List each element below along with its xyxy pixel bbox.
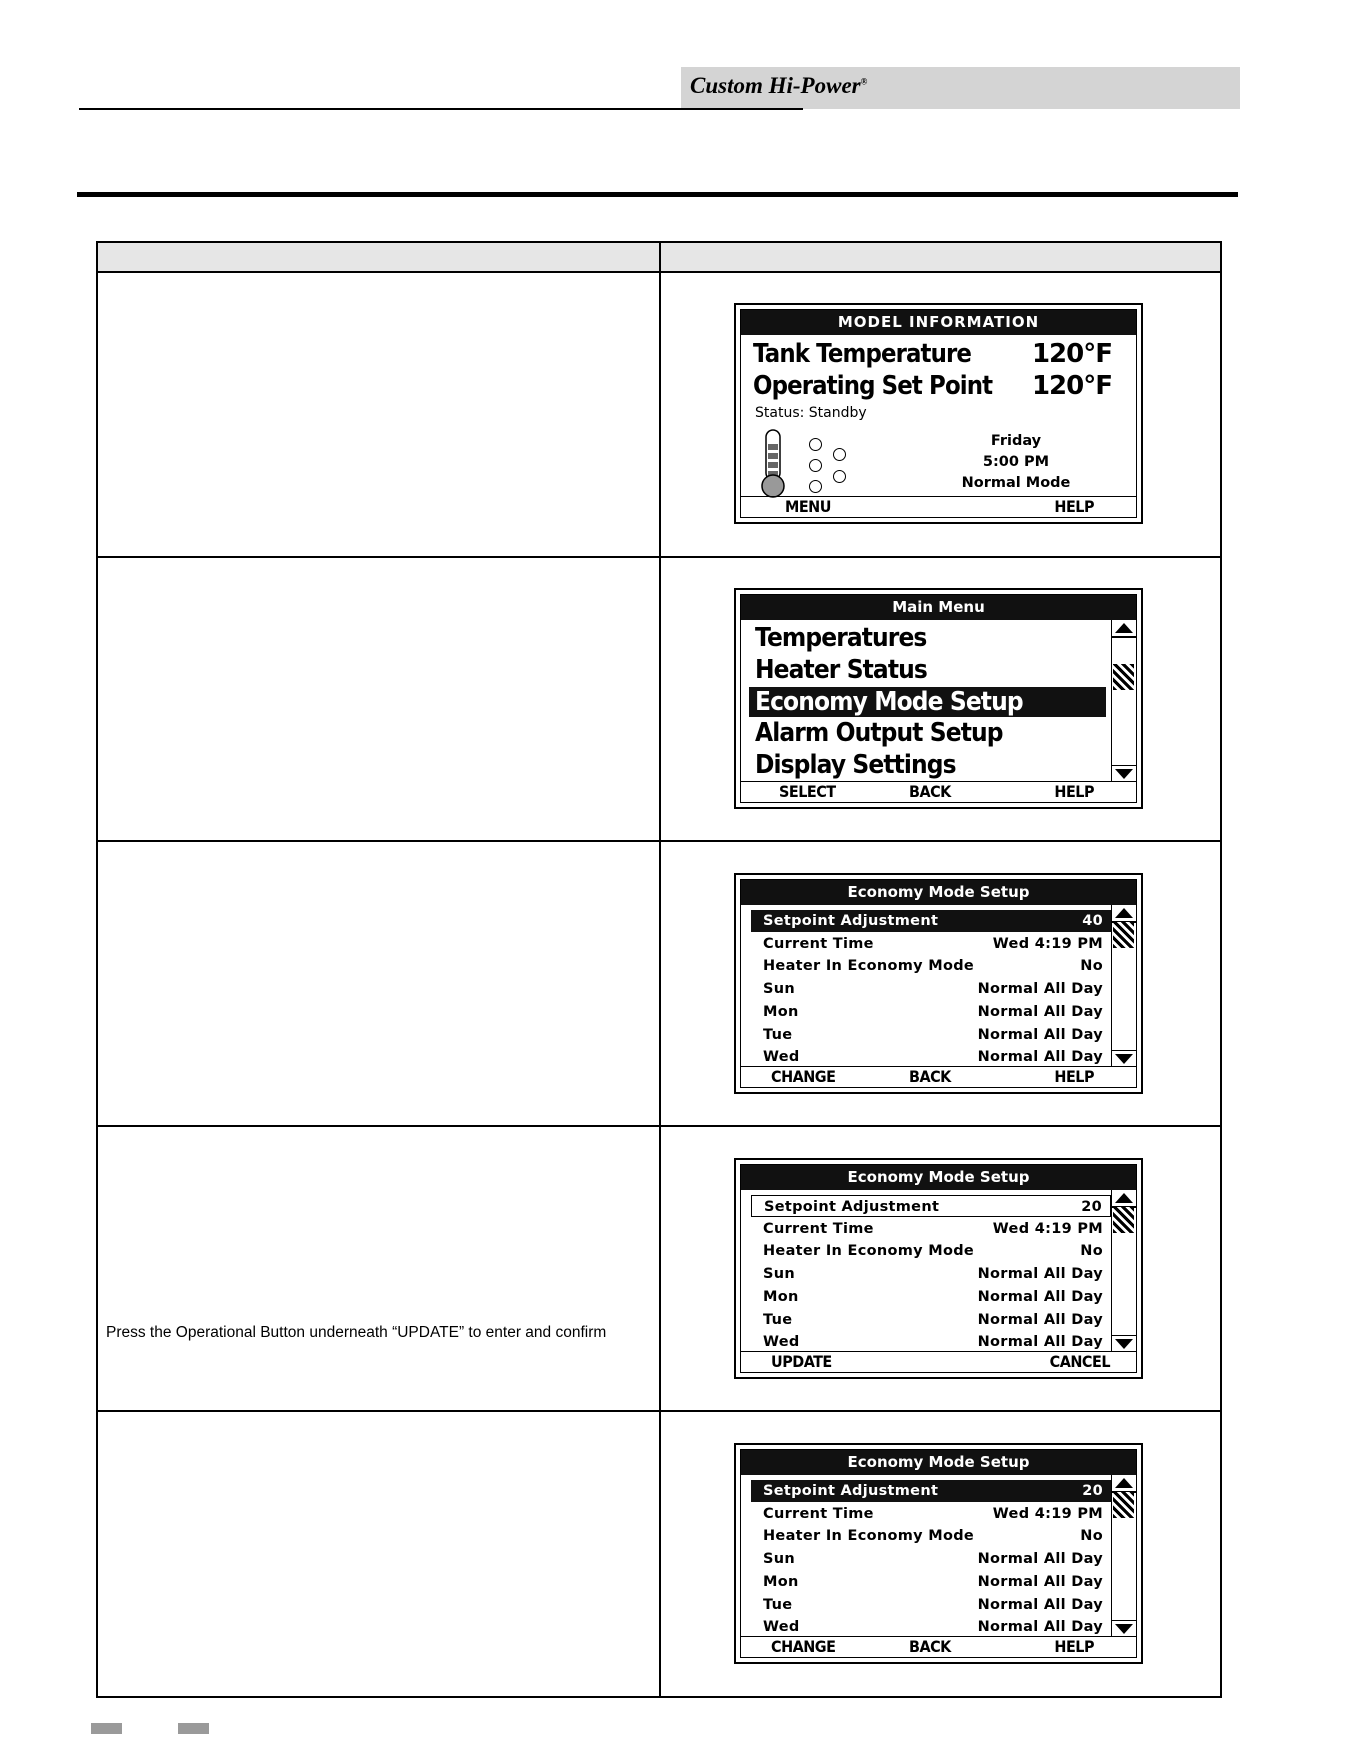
status-text: Status: Standby [755, 405, 867, 421]
day-text: Friday [990, 433, 1042, 449]
set-point-value: 120°F [1031, 371, 1112, 401]
setting-label: Setpoint Adjustment [764, 1199, 940, 1215]
scroll-track [1112, 636, 1136, 638]
setting-value: Normal All Day [977, 1266, 1103, 1283]
setting-value: Normal All Day [977, 1288, 1103, 1305]
setting-value: Normal All Day [977, 1551, 1103, 1568]
scroll-thumb[interactable] [1113, 1207, 1134, 1233]
softkey-button-1[interactable]: UPDATE [771, 1352, 832, 1371]
setting-label: Mon [763, 1573, 799, 1590]
screen-footer [741, 1066, 1136, 1087]
setting-row-wed[interactable] [751, 1331, 1111, 1353]
time-text: 5:00 PM [982, 454, 1050, 470]
thermometer-icon [759, 428, 789, 500]
setting-label: Sun [763, 1551, 795, 1568]
scroll-down-icon[interactable] [1115, 1339, 1133, 1349]
softkey-button-1[interactable]: CHANGE [771, 1637, 836, 1656]
scrollbar[interactable] [1111, 1190, 1136, 1352]
screen-footer [741, 1351, 1136, 1372]
setting-label: Wed [763, 1049, 800, 1066]
scroll-thumb[interactable] [1113, 922, 1134, 948]
setting-row-tue[interactable] [751, 1594, 1111, 1616]
mode-text: Normal Mode [961, 475, 1071, 491]
lcd-economy-mode-setup-screen [734, 1443, 1143, 1664]
softkey-button-3[interactable]: HELP [1054, 1067, 1094, 1086]
setting-value: Normal All Day [977, 1003, 1103, 1020]
scroll-track [1112, 1620, 1136, 1622]
setting-row-heater-in-economy-mode[interactable] [751, 1525, 1111, 1547]
setting-label: Current Time [763, 1505, 874, 1522]
setting-label: Setpoint Adjustment [763, 1483, 939, 1499]
scroll-up-icon[interactable] [1115, 908, 1133, 918]
setting-label: Sun [763, 1266, 795, 1283]
setting-row-tue[interactable] [751, 1024, 1111, 1046]
setting-value: No [1080, 1243, 1103, 1260]
footer-tab [178, 1723, 209, 1734]
setting-row-wed[interactable] [751, 1616, 1111, 1638]
setting-label: Current Time [763, 935, 874, 952]
screen-footer [741, 496, 1136, 517]
setting-row-mon[interactable] [751, 1001, 1111, 1023]
setting-label: Setpoint Adjustment [763, 913, 939, 929]
setting-row-heater-in-economy-mode[interactable] [751, 1240, 1111, 1262]
setting-value: Normal All Day [977, 1026, 1103, 1043]
setting-row-sun[interactable] [751, 978, 1111, 1000]
screen-title: MODEL INFORMATION [741, 310, 1136, 335]
row-divider [98, 1410, 1220, 1412]
help-button[interactable]: HELP [1054, 497, 1094, 516]
softkey-button-1[interactable]: CHANGE [771, 1067, 836, 1086]
setting-value: No [1080, 958, 1103, 975]
indicator-icon [809, 438, 822, 451]
setting-value: Normal All Day [977, 1334, 1103, 1351]
setting-label: Heater In Economy Mode [763, 1528, 975, 1545]
indicator-icon [809, 459, 822, 472]
section-rule [77, 192, 1238, 197]
setting-label: Mon [763, 1288, 799, 1305]
softkey-button-2[interactable]: BACK [909, 1637, 951, 1656]
row-divider [98, 556, 1220, 558]
scrollbar[interactable] [1111, 1475, 1136, 1637]
tank-temperature-value: 120°F [1031, 339, 1112, 369]
indicator-icon [833, 448, 846, 461]
setting-row-current-time[interactable] [751, 1218, 1111, 1240]
setting-label: Tue [763, 1596, 793, 1613]
row-divider [98, 840, 1220, 842]
setting-row-setpoint-adjustment[interactable] [751, 1195, 1111, 1217]
brand-title: Custom Hi-Power® [690, 73, 868, 98]
lcd-economy-mode-setup-screen [734, 1158, 1143, 1379]
setting-row-mon[interactable] [751, 1571, 1111, 1593]
scroll-track [1112, 765, 1136, 767]
scroll-track [1112, 1050, 1136, 1052]
setting-label: Wed [763, 1619, 800, 1636]
softkey-button-3[interactable]: CANCEL [1049, 1352, 1110, 1371]
setting-label: Heater In Economy Mode [763, 958, 975, 975]
column-divider [659, 243, 661, 1696]
scroll-down-icon[interactable] [1115, 1624, 1133, 1634]
indicator-icon [833, 470, 846, 483]
scroll-down-icon[interactable] [1115, 1054, 1133, 1064]
setting-row-heater-in-economy-mode[interactable] [751, 955, 1111, 977]
setting-label: Heater In Economy Mode [763, 1243, 975, 1260]
scrollbar[interactable] [1111, 905, 1136, 1067]
scroll-up-icon[interactable] [1115, 1478, 1133, 1488]
screen-footer [741, 781, 1136, 802]
setting-value: Normal All Day [977, 1049, 1103, 1066]
setting-value: 40 [1082, 913, 1103, 929]
step-4-text: Press the Operational Button underneath “UPDATE” to enter and confirm [106, 1324, 607, 1341]
setting-row-tue[interactable] [751, 1309, 1111, 1331]
softkey-button-3[interactable]: HELP [1054, 1637, 1094, 1656]
screen-title: Main Menu [741, 595, 1136, 620]
softkey-button-2[interactable]: BACK [909, 1067, 951, 1086]
lcd-economy-mode-setup-screen [734, 873, 1143, 1094]
setting-value: Normal All Day [977, 1573, 1103, 1590]
footer-tab [91, 1723, 122, 1734]
screen-title: Economy Mode Setup [741, 1165, 1136, 1190]
scroll-track [1112, 1335, 1136, 1337]
setting-label: Sun [763, 981, 795, 998]
setting-value: Wed 4:19 PM [992, 1505, 1103, 1522]
setting-value: Wed 4:19 PM [992, 1220, 1103, 1237]
setting-value: Wed 4:19 PM [992, 935, 1103, 952]
scroll-thumb[interactable] [1113, 1492, 1134, 1518]
setting-row-wed[interactable] [751, 1046, 1111, 1068]
lcd-main-menu-screen [734, 588, 1143, 809]
scrollbar[interactable] [1111, 620, 1136, 782]
setting-row-setpoint-adjustment[interactable] [751, 1480, 1111, 1502]
setting-value: 20 [1082, 1483, 1103, 1499]
menu-item-heater-status[interactable]: Heater Status [755, 655, 927, 685]
screen-title: Economy Mode Setup [741, 880, 1136, 905]
scroll-thumb[interactable] [1113, 664, 1134, 690]
setting-value: Normal All Day [977, 1596, 1103, 1613]
menu-item-temperatures[interactable]: Temperatures [755, 623, 927, 653]
scroll-down-icon[interactable] [1115, 769, 1133, 779]
setting-value: 20 [1081, 1199, 1102, 1215]
menu-button[interactable]: MENU [785, 497, 831, 516]
menu-item-economy-mode-setup[interactable]: Economy Mode Setup [749, 687, 1106, 717]
setting-row-sun[interactable] [751, 1263, 1111, 1285]
setting-row-sun[interactable] [751, 1548, 1111, 1570]
menu-item-display-settings[interactable]: Display Settings [755, 750, 956, 780]
setting-row-mon[interactable] [751, 1286, 1111, 1308]
setting-value: Normal All Day [977, 1619, 1103, 1636]
setting-label: Current Time [763, 1220, 874, 1237]
setting-value: Normal All Day [977, 981, 1103, 998]
setting-label: Mon [763, 1003, 799, 1020]
setting-label: Tue [763, 1311, 793, 1328]
row-divider [98, 1125, 1220, 1127]
scroll-up-icon[interactable] [1115, 623, 1133, 633]
setting-value: No [1080, 1528, 1103, 1545]
setting-value: Normal All Day [977, 1311, 1103, 1328]
setting-label: Wed [763, 1334, 800, 1351]
select-button[interactable]: SELECT [779, 782, 836, 801]
screen-title: Economy Mode Setup [741, 1450, 1136, 1475]
help-button[interactable]: HELP [1054, 782, 1094, 801]
setting-label: Tue [763, 1026, 793, 1043]
indicator-icon [809, 480, 822, 493]
set-point-label: Operating Set Point [753, 371, 993, 401]
lcd-home-screen [734, 303, 1143, 524]
scroll-up-icon[interactable] [1115, 1193, 1133, 1203]
setting-row-current-time[interactable] [751, 933, 1111, 955]
menu-item-alarm-output-setup[interactable]: Alarm Output Setup [755, 718, 1003, 748]
setting-row-setpoint-adjustment[interactable] [751, 910, 1111, 932]
header-rule [79, 108, 803, 110]
setting-row-current-time[interactable] [751, 1503, 1111, 1525]
back-button[interactable]: BACK [909, 782, 951, 801]
tank-temperature-label: Tank Temperature [753, 339, 972, 369]
screen-footer [741, 1636, 1136, 1657]
